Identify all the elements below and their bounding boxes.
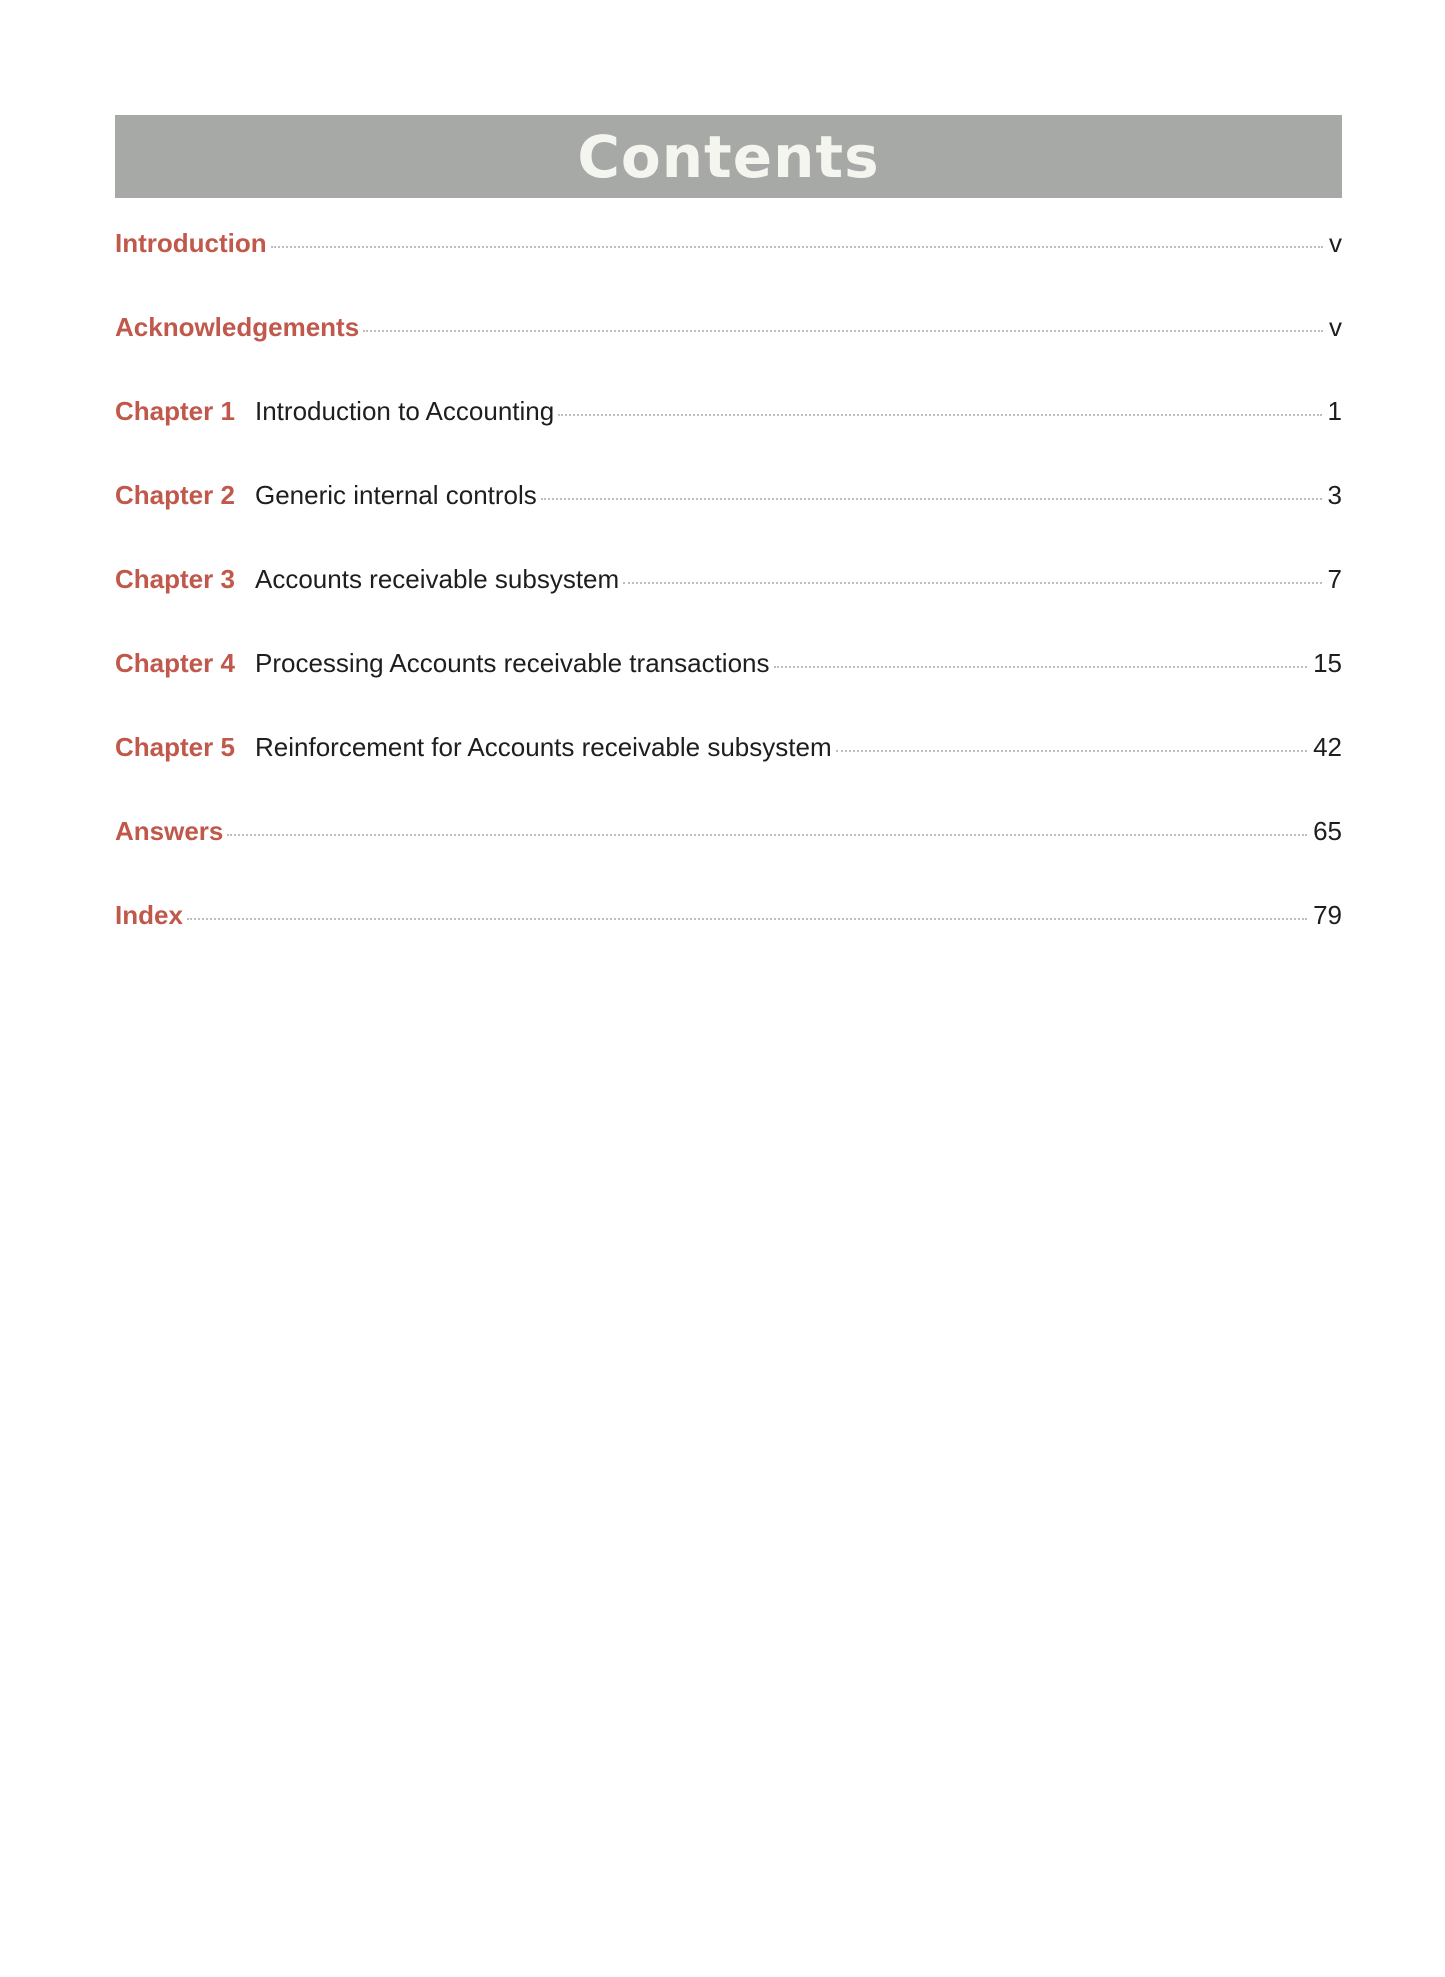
toc-entry-label: Answers	[115, 816, 224, 846]
toc-entry-page-number: 15	[1313, 648, 1342, 678]
toc-entry-label: Acknowledgements	[115, 312, 360, 342]
toc-entry-introduction[interactable]	[115, 228, 1342, 312]
toc-entry-title: Reinforcement for Accounts receivable subsystem	[255, 732, 832, 762]
toc-entry-acknowledgements[interactable]	[115, 312, 1342, 396]
dot-leader	[623, 582, 1321, 584]
toc-entry-chapter-4[interactable]	[115, 648, 1342, 732]
toc-entry-page-number: 65	[1313, 816, 1342, 846]
dot-leader	[363, 330, 1323, 332]
table-of-contents	[115, 228, 1342, 984]
dot-leader	[227, 834, 1307, 836]
dot-leader	[271, 246, 1323, 248]
toc-entry-page-number: 42	[1313, 732, 1342, 762]
toc-entry-answers[interactable]	[115, 816, 1342, 900]
toc-entry-page-number: 79	[1313, 900, 1342, 930]
dot-leader	[774, 666, 1308, 668]
page-title: Contents	[577, 122, 880, 191]
toc-entry-page-number: v	[1329, 228, 1342, 258]
toc-entry-page-number: 3	[1327, 480, 1342, 510]
dot-leader	[541, 498, 1322, 500]
toc-entry-page-number: 7	[1327, 564, 1342, 594]
contents-title-bar	[115, 115, 1342, 198]
toc-entry-label: Introduction	[115, 228, 267, 258]
dot-leader	[836, 750, 1307, 752]
toc-entry-label: Chapter 3	[115, 564, 235, 594]
toc-entry-chapter-5[interactable]	[115, 732, 1342, 816]
toc-entry-title: Processing Accounts receivable transactions	[255, 648, 770, 678]
toc-entry-label: Index	[115, 900, 183, 930]
toc-entry-label: Chapter 5	[115, 732, 235, 762]
toc-entry-page-number: 1	[1327, 396, 1342, 426]
toc-entry-chapter-2[interactable]	[115, 480, 1342, 564]
toc-entry-page-number: v	[1329, 312, 1342, 342]
toc-entry-label: Chapter 4	[115, 648, 235, 678]
toc-entry-title: Introduction to Accounting	[255, 396, 555, 426]
toc-entry-chapter-3[interactable]	[115, 564, 1342, 648]
dot-leader	[558, 414, 1321, 416]
toc-entry-title: Generic internal controls	[255, 480, 537, 510]
toc-entry-chapter-1[interactable]	[115, 396, 1342, 480]
toc-entry-label: Chapter 2	[115, 480, 235, 510]
dot-leader	[187, 918, 1307, 920]
toc-entry-title: Accounts receivable subsystem	[255, 564, 620, 594]
contents-page	[115, 115, 1342, 984]
toc-entry-label: Chapter 1	[115, 396, 235, 426]
toc-entry-index[interactable]	[115, 900, 1342, 984]
